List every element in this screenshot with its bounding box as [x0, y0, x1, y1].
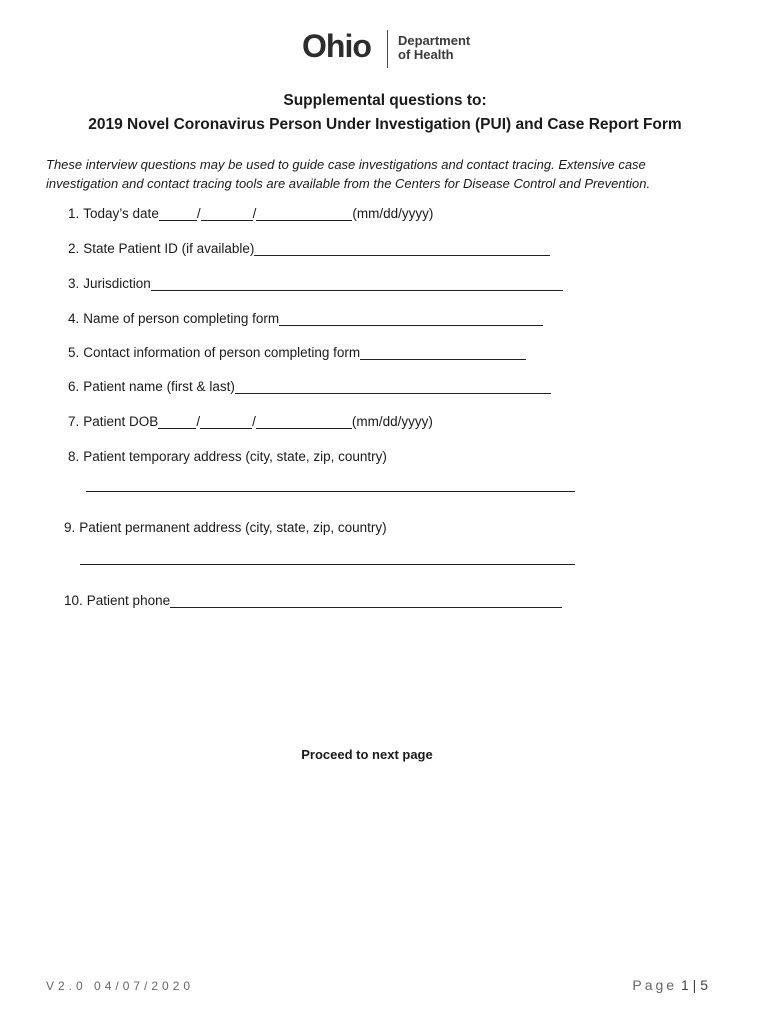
question-label: Patient permanent address (city, state, zip, country) [79, 520, 387, 535]
ohio-department-of-health-logo [302, 26, 472, 72]
date-format-hint: (mm/dd/yyyy) [352, 206, 434, 221]
question-label: State Patient ID (if available) [83, 241, 255, 256]
dob-month-field[interactable] [158, 414, 196, 429]
permanent-address-field[interactable] [80, 564, 575, 565]
date-separator: / [252, 206, 257, 221]
state-patient-id-field[interactable] [254, 241, 550, 256]
question-label: Today’s date [83, 206, 159, 221]
question-number: 10. [64, 593, 83, 608]
question-number: 6. [68, 379, 80, 394]
question-number: 9. [64, 520, 76, 535]
temporary-address-field[interactable] [86, 491, 575, 492]
date-month-field[interactable] [159, 206, 197, 221]
question-patient-name [68, 379, 551, 394]
question-label: Contact information of person completing form [83, 345, 361, 360]
date-year-field[interactable] [256, 206, 352, 221]
patient-phone-field[interactable] [170, 593, 562, 608]
question-label: Patient name (first & last) [83, 379, 235, 394]
patient-name-field[interactable] [235, 379, 551, 394]
person-completing-form-field[interactable] [279, 311, 543, 326]
dob-year-field[interactable] [256, 414, 352, 429]
page-current: 1 [680, 977, 689, 993]
question-label: Name of person completing form [83, 311, 280, 326]
intro-paragraph: These interview questions may be used to guide case investigations and contact tracing. Extensive case investigation and contact tracing tools are available from the Centers for Disease Control and Prevention. [46, 157, 651, 191]
question-temporary-address [68, 449, 387, 464]
question-number: 1. [68, 206, 80, 221]
question-patient-dob [68, 414, 433, 429]
logo-dept-line1: Department [398, 33, 471, 48]
question-number: 4. [68, 311, 80, 326]
question-label: Jurisdiction [83, 276, 151, 291]
page-title-line1: Supplemental questions to: [283, 92, 487, 109]
question-todays-date [68, 206, 433, 221]
dob-day-field[interactable] [200, 414, 252, 429]
logo-dept-line2: of Health [398, 47, 454, 62]
question-contact-information [68, 345, 526, 360]
version-date: V2.0 04/07/2020 [46, 979, 195, 993]
page-separator: | [692, 977, 697, 993]
logo-wordmark: Ohio [302, 28, 371, 64]
question-number: 5. [68, 345, 80, 360]
question-number: 8. [68, 449, 80, 464]
date-day-field[interactable] [201, 206, 253, 221]
date-separator: / [196, 206, 201, 221]
date-separator: / [252, 414, 256, 429]
question-state-patient-id [68, 241, 550, 256]
proceed-next-page-text: Proceed to next page [301, 747, 433, 762]
page-word: Page [632, 977, 678, 993]
logo-department-text [398, 34, 470, 62]
page-total: 5 [700, 977, 708, 993]
page-number [632, 977, 708, 993]
question-number: 3. [68, 276, 80, 291]
question-number: 2. [68, 241, 80, 256]
logo-divider [387, 30, 388, 68]
question-label: Patient phone [86, 593, 171, 608]
question-label: Patient temporary address (city, state, zip, country) [83, 449, 387, 464]
question-label: Patient DOB [83, 414, 159, 429]
question-person-completing-form [68, 311, 543, 326]
question-patient-phone [64, 593, 562, 608]
date-format-hint: (mm/dd/yyyy) [351, 414, 433, 429]
question-permanent-address [64, 520, 387, 535]
question-jurisdiction [68, 276, 563, 291]
page-title-line2: 2019 Novel Coronavirus Person Under Investigation (PUI) and Case Report Form [88, 116, 682, 133]
jurisdiction-field[interactable] [151, 276, 563, 291]
contact-information-field[interactable] [360, 345, 526, 360]
date-separator: / [196, 414, 201, 429]
question-number: 7. [68, 414, 80, 429]
